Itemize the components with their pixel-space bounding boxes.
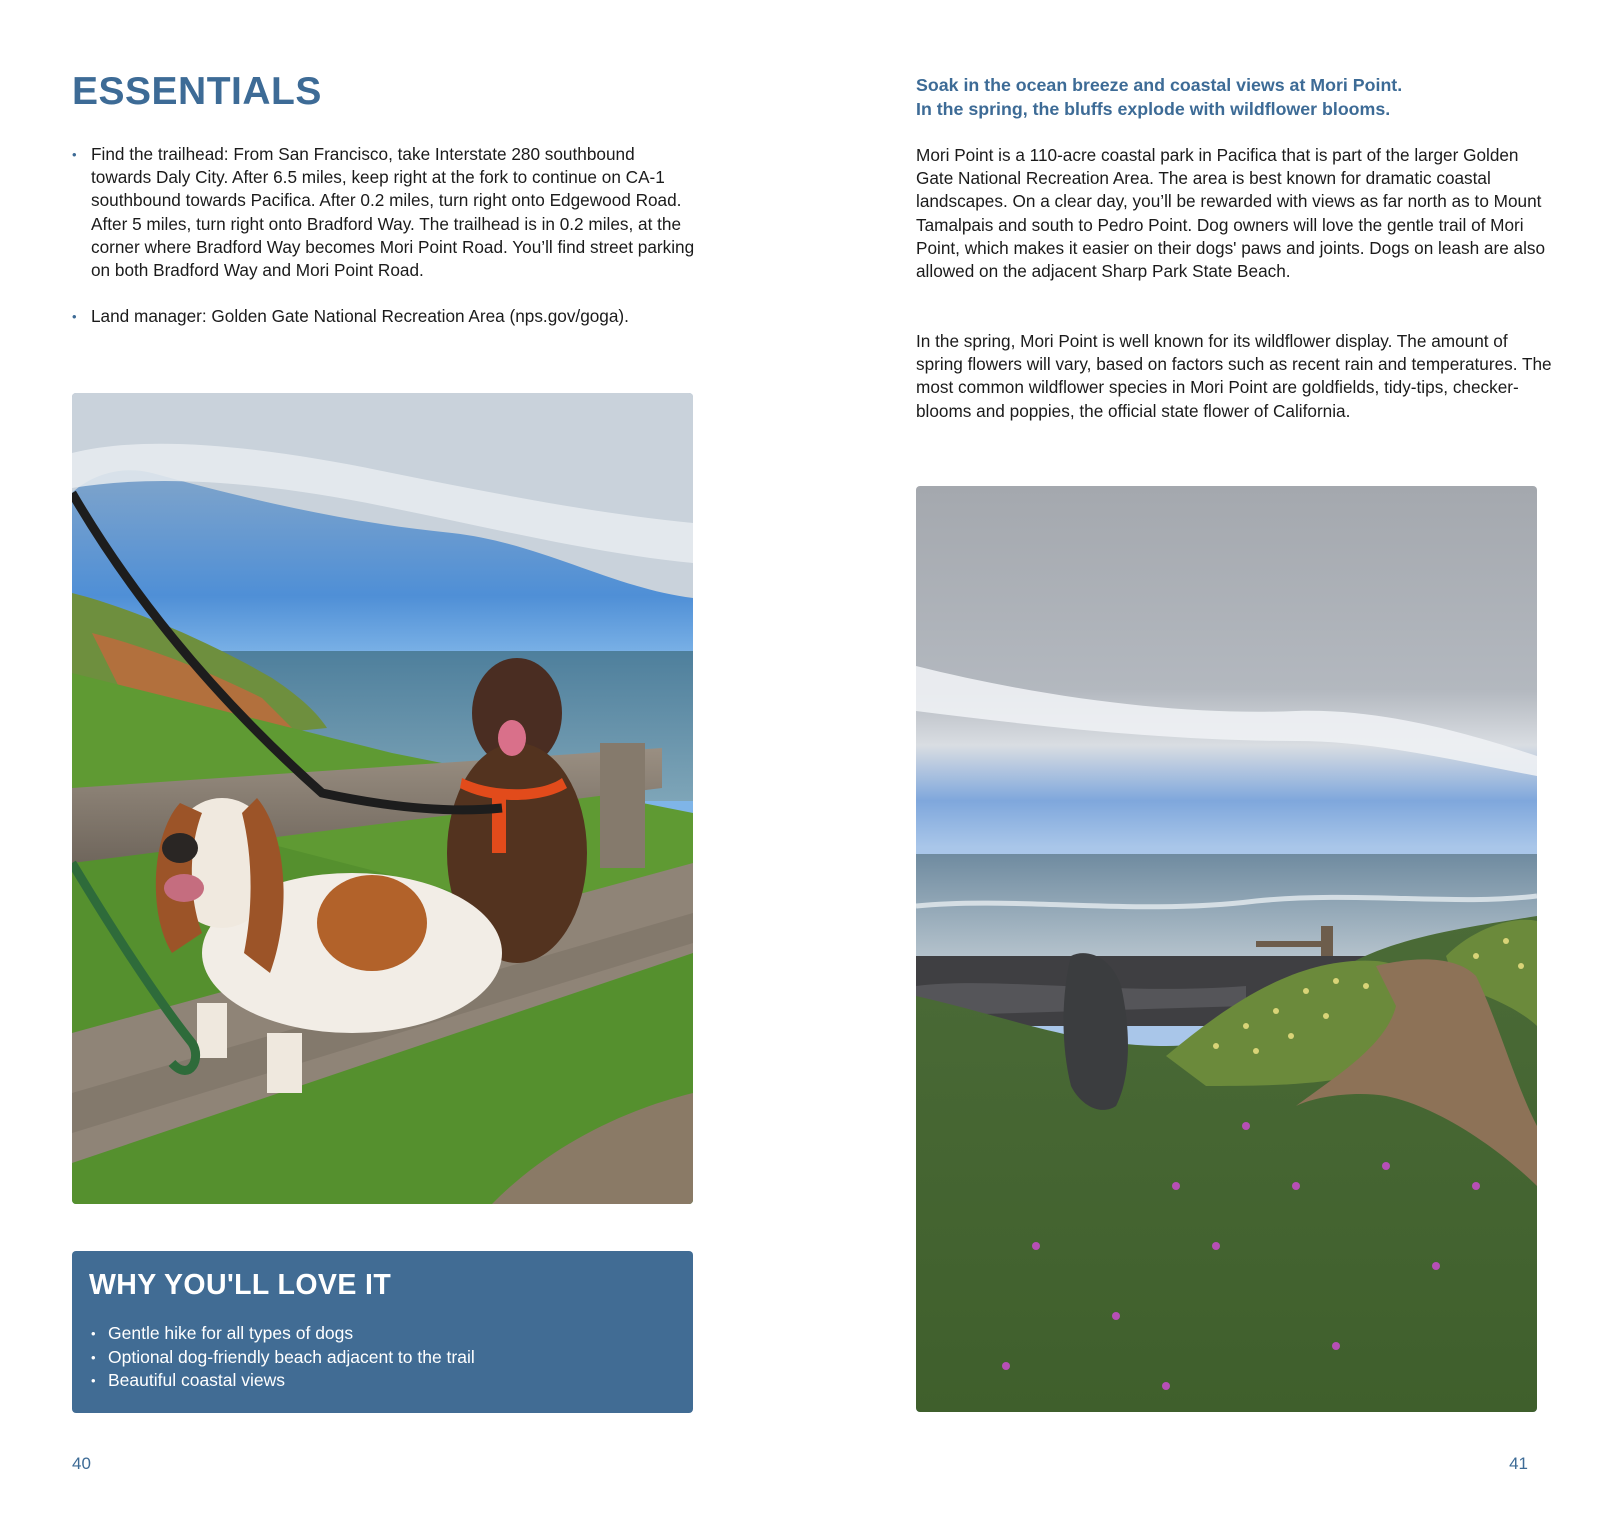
why-box-title: WHY YOU'LL LOVE IT <box>89 1269 392 1301</box>
right-page <box>800 0 1600 1515</box>
why-box-item: • Beautiful coastal views <box>89 1369 677 1393</box>
photo-dogs-on-bench <box>72 393 693 1204</box>
why-box-item: • Gentle hike for all types of dogs <box>89 1322 677 1346</box>
page-number-left: 40 <box>72 1454 91 1473</box>
essentials-item-land-manager: • Land manager: Golden Gate National Recreation Area (nps.gov/goga). <box>72 305 697 328</box>
essentials-item-trailhead: • Find the trailhead: From San Francisco, take Interstate 280 southbound towards Daly City. After 6.5 miles, keep right at the fork to continue on CA-1 southbound towards Pacifica. After 0.2 miles, turn right onto Edgewood Road. After 5 miles, turn right onto Bradford Way. The trailhead is in 0.2 miles, at the corner where Bradford Way becomes Mori Point Road. You’ll find street parking on both Bradford Way and Mori Point Road. <box>72 143 697 282</box>
why-youll-love-it-box <box>72 1251 693 1413</box>
photo-mori-point-coast <box>916 486 1537 1412</box>
body-paragraph-wildflowers: In the spring, Mori Point is well known for its wildflower display. The amount of spring flowers will vary, based on factors such as recent rain and temperatures. The most common wildflower species in Mori Point are goldfields, tidy-tips, checker-blooms and poppies, the official state flower of California. <box>916 331 1552 421</box>
why-box-list <box>89 1322 677 1393</box>
essentials-title: ESSENTIALS <box>72 70 322 113</box>
right-page-subhead <box>916 74 1556 121</box>
body-paragraph-overview: Mori Point is a 110-acre coastal park in Pacifica that is part of the larger Golden Gate National Recreation Area. The area is best known for dramatic coastal landscapes. On a clear day, you’ll be rewarded with views as far north as to Mount Tamalpais and south to Pedro Point. Dog owners will love the gentle trail of Mori Point, which makes it easier on their dogs' paws and joints. Dogs on leash are also allowed on the adjacent Sharp Park State Beach. <box>916 145 1546 282</box>
subhead-line: In the spring, the bluffs explode with wildflower blooms. <box>916 98 1391 119</box>
subhead-line: Soak in the ocean breeze and coastal views at Mori Point. <box>916 75 1403 95</box>
why-box-item: • Optional dog-friendly beach adjacent to the trail <box>89 1346 677 1370</box>
essentials-list <box>72 143 697 328</box>
page-number-right: 41 <box>1509 1454 1528 1473</box>
